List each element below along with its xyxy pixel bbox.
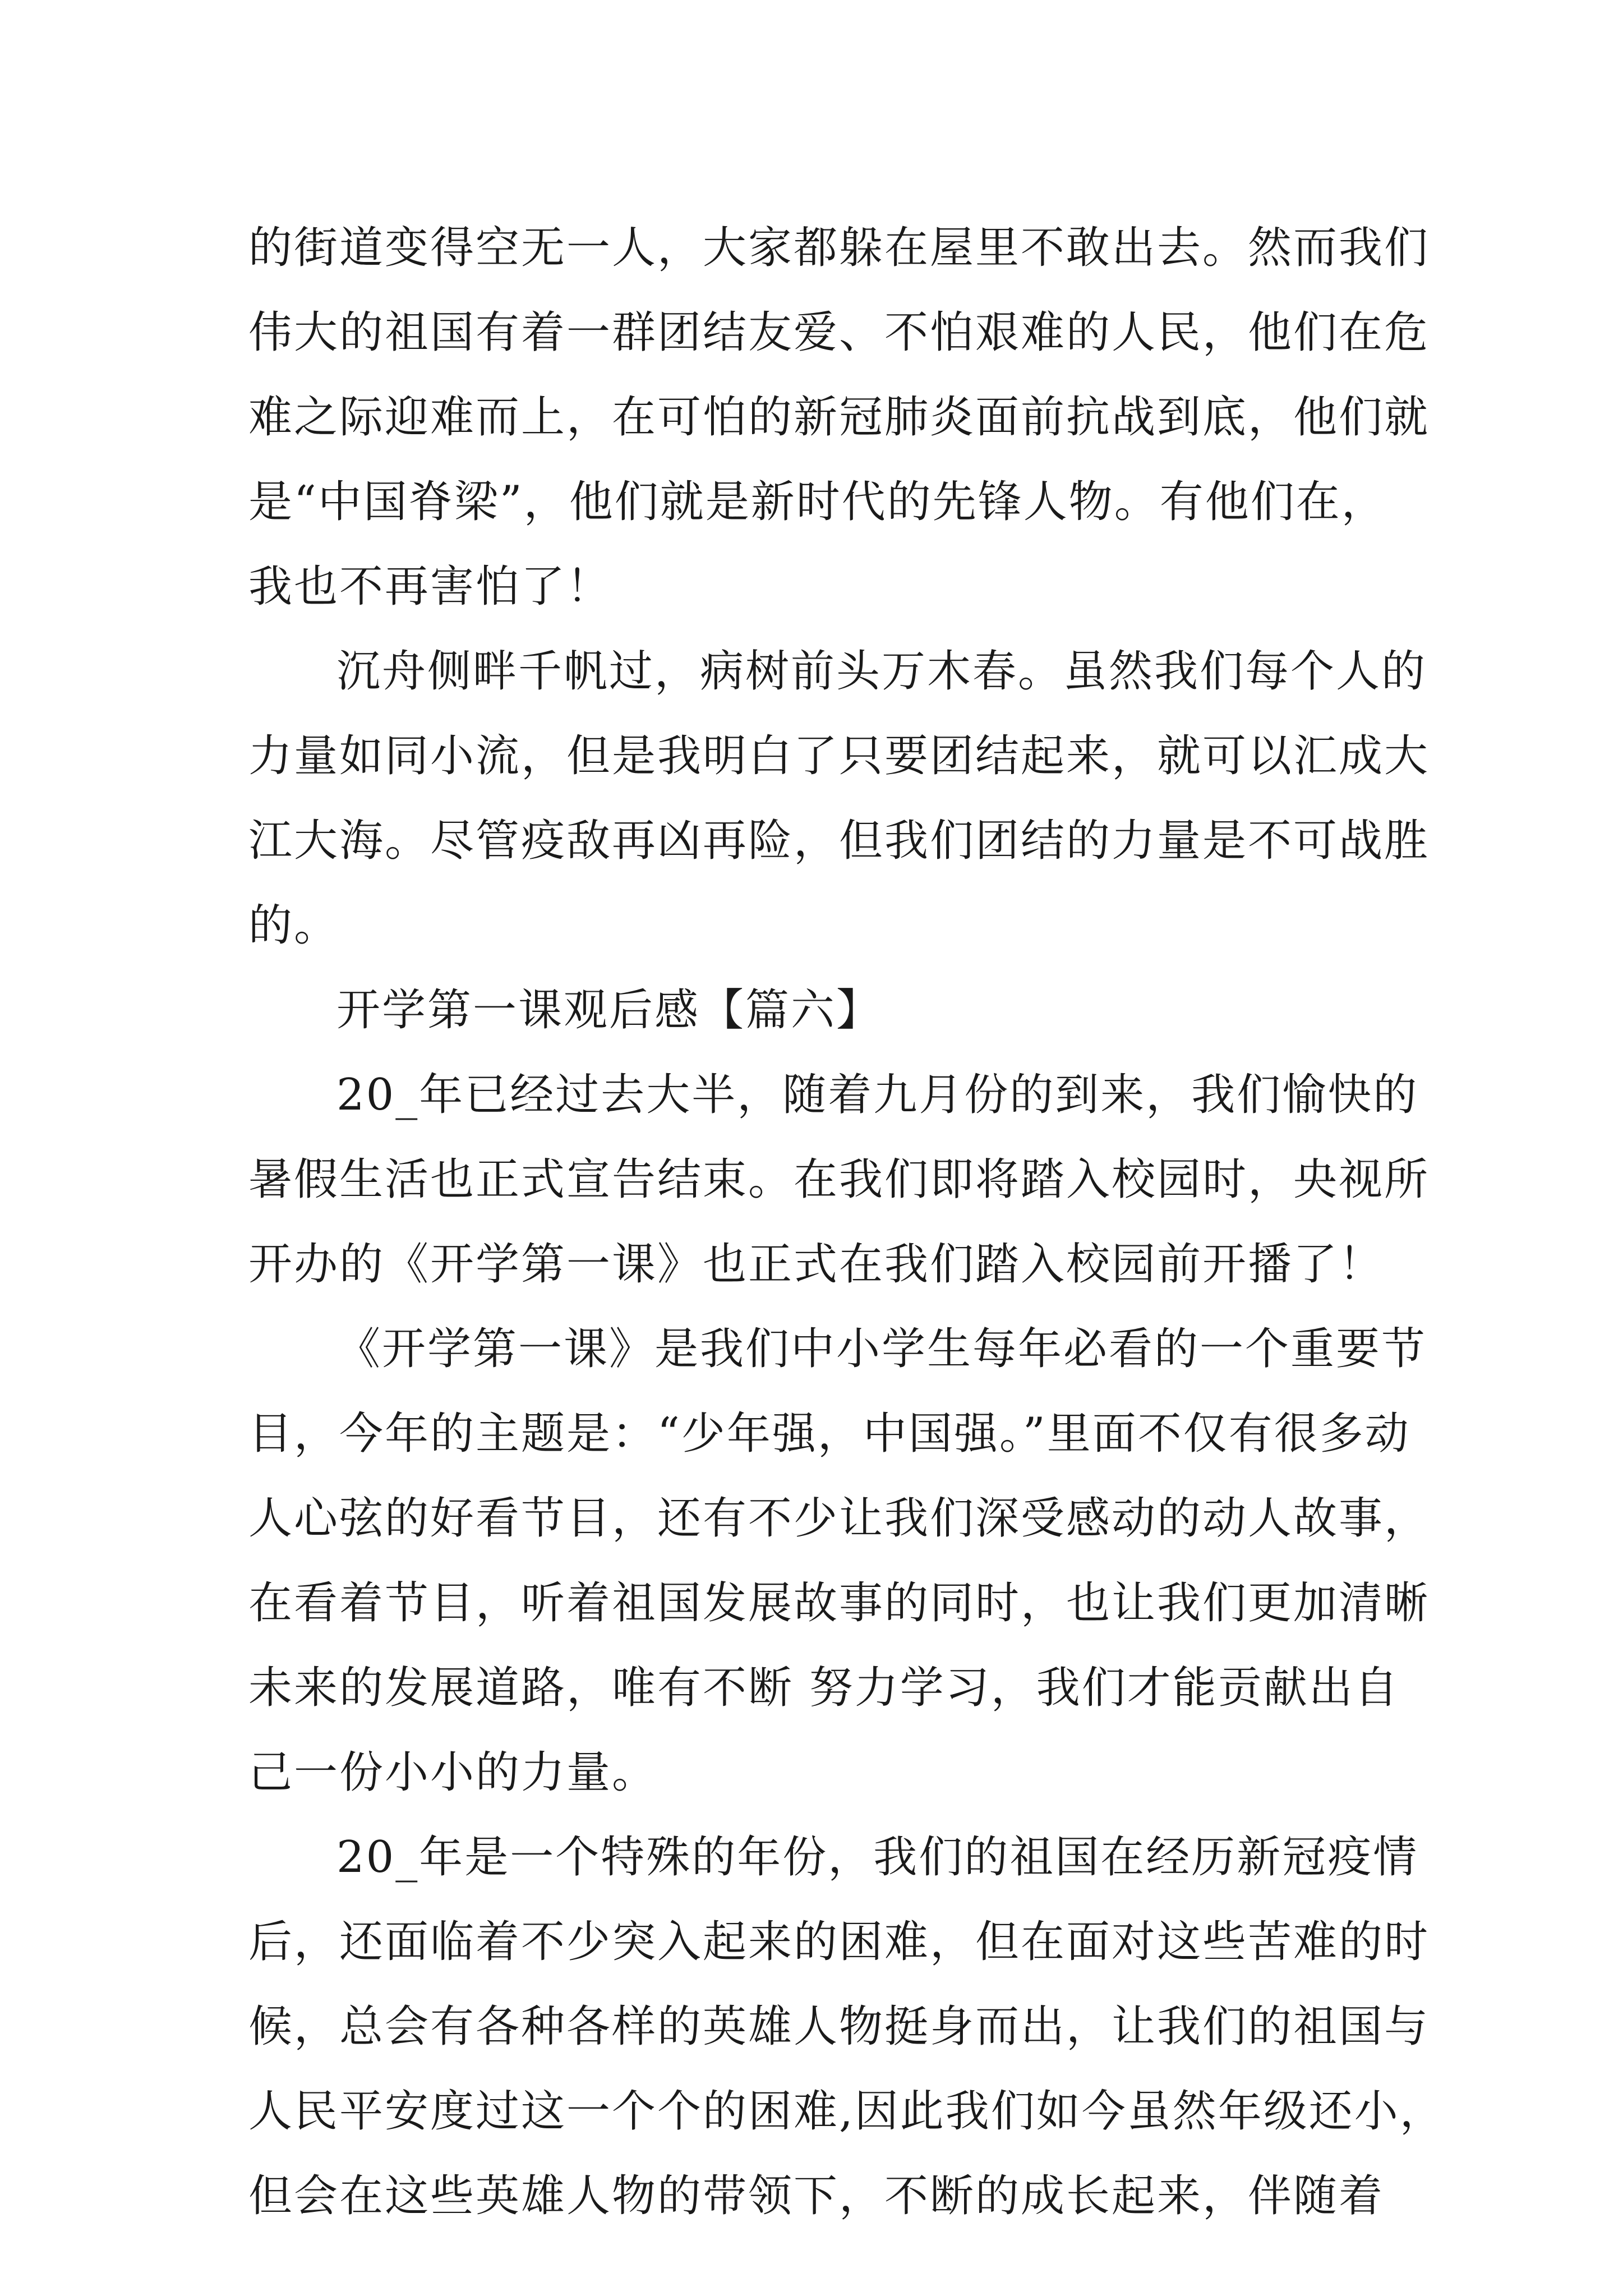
text-line: 的街道变得空无一人，大家都躲在屋里不敢出去。然而我们 (248, 223, 1430, 273)
text-line: 难之际迎难而上，在可怕的新冠肺炎面前抗战到底，他们就 (248, 392, 1430, 443)
text-line: 未来的发展道路，唯有不断 努力学习，我们才能贡献出自 (248, 1663, 1400, 1713)
text-line: 力量如同小流，但是我明白了只要团结起来，就可以汇成大 (248, 731, 1430, 781)
text-line: 后，还面临着不少突入起来的困难，但在面对这些苦难的时 (248, 1917, 1430, 1967)
text-line: 但会在这些英雄人物的带领下，不断的成长起来，伴随着 (248, 2171, 1385, 2221)
text-line: 目，今年的主题是：“少年强，中国强。”里面不仅有很多动 (248, 1409, 1410, 1459)
paragraph-first-line: 《开学第一课》是我们中小学生每年必看的一个重要节 (336, 1324, 1427, 1374)
text-line: 己一份小小的力量。 (248, 1747, 658, 1798)
paragraph-first-line: 沉舟侧畔千帆过，病树前头万木春。虽然我们每个人的 (336, 646, 1427, 697)
text-line: 我也不再害怕了！ (248, 562, 612, 612)
paragraph-first-line: 20_年是一个特殊的年份，我们的祖国在经历新冠疫情 (336, 1832, 1419, 1883)
text-line: 伟大的祖国有着一群团结友爱、不怕艰难的人民，他们在危 (248, 307, 1430, 358)
text-line: 暑假生活也正式宣告结束。在我们即将踏入校园时，央视所 (248, 1154, 1430, 1205)
section-heading: 开学第一课观后感【篇六】 (336, 985, 882, 1036)
text-line: 的。 (248, 900, 340, 951)
text-line: 江大海。尽管疫敌再凶再险，但我们团结的力量是不可战胜 (248, 816, 1430, 866)
text-line: 人心弦的好看节目，还有不少让我们深受感动的动人故事， (248, 1493, 1430, 1544)
text-line: 在看着节目，听着祖国发展故事的同时，也让我们更加清晰 (248, 1578, 1430, 1628)
text-line: 开办的《开学第一课》也正式在我们踏入校园前开播了！ (248, 1239, 1385, 1290)
text-line: 候，总会有各种各样的英雄人物挺身而出，让我们的祖国与 (248, 2001, 1430, 2052)
paragraph-first-line: 20_年已经过去大半，随着九月份的到来，我们愉快的 (336, 1070, 1419, 1120)
text-line: 是“中国脊梁”，他们就是新时代的先锋人物。有他们在， (248, 477, 1387, 527)
text-line: 人民平安度过这一个个的困难,因此我们如今虽然年级还小， (248, 2086, 1445, 2137)
